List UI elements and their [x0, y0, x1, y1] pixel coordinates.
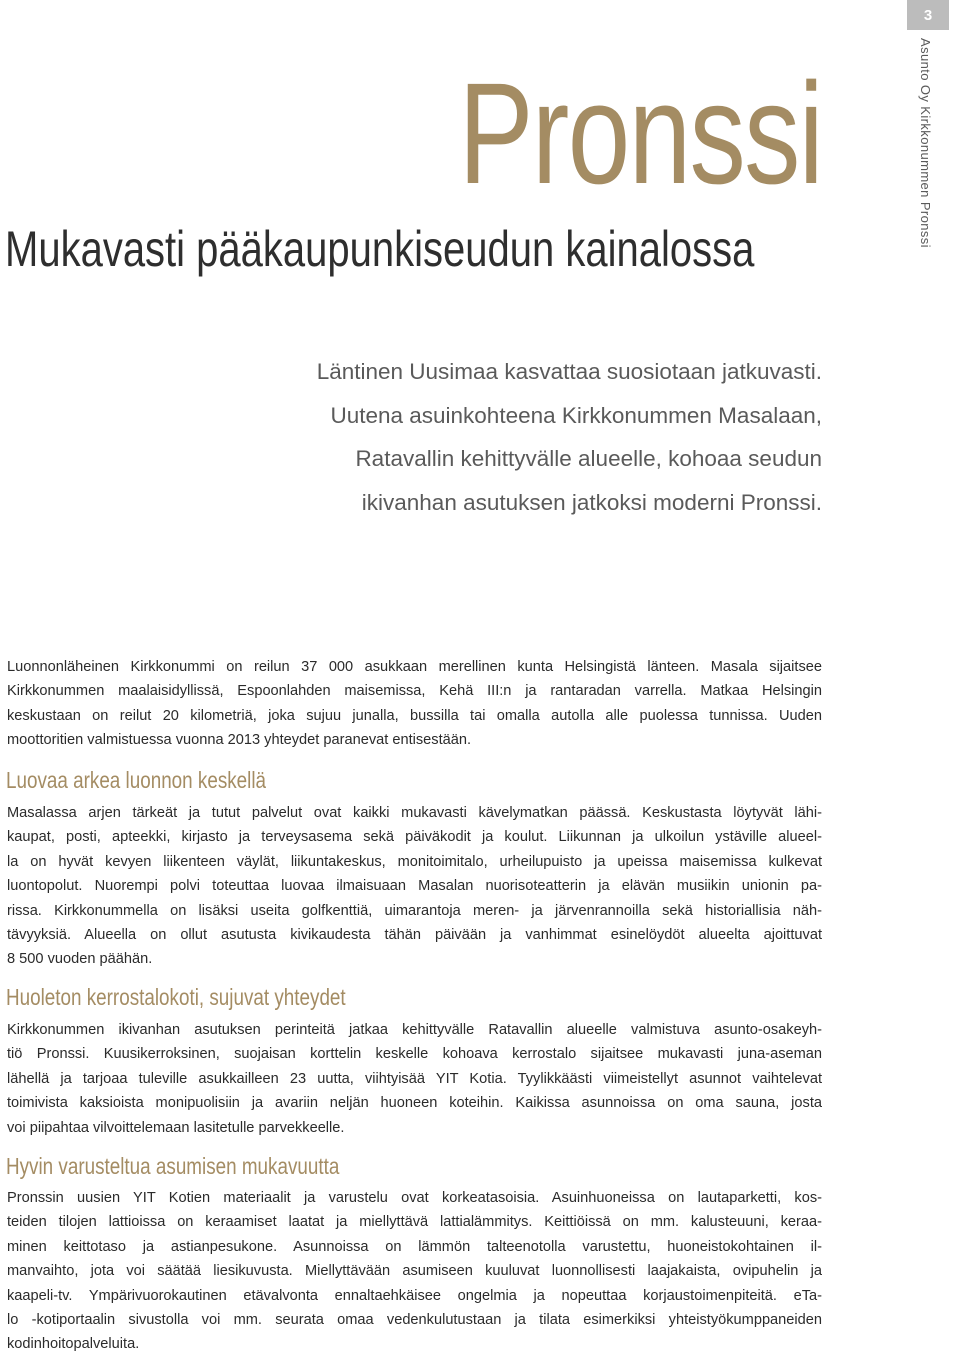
- text-line: kaupat, posti, apteekki, kirjasto ja terveysasema sekä päiväkodit ja koulut. Liikunnan ja ulkoilun ystäville alueel-: [7, 829, 822, 846]
- section-heading: Luovaa arkea luonnon keskellä: [6, 767, 267, 793]
- text-line: minen keittotaso ja astianpesukone. Asunnoissa on lämmön talteenotolla varustettu, huoneistokohtainen il-: [7, 1238, 822, 1255]
- text-line: 8 500 vuoden päähän.: [7, 951, 153, 968]
- side-label: Asunto Oy Kirkkonummen Pronssi: [918, 38, 933, 248]
- lead-line: Läntinen Uusimaa kasvattaa suosiotaan jatkuvasti.: [316, 359, 822, 384]
- text-line: lo -kotiportaalin sivustolla voi mm. seurata omaa vedenkulutustaan ja tilata esimerkiksi yhteistyökumppaneiden: [7, 1312, 822, 1329]
- lead-line: Uutena asuinkohteena Kirkkonummen Masalaan,: [330, 402, 822, 428]
- page-subtitle: Mukavasti pääkaupunkiseudun kainalossa: [5, 221, 755, 277]
- text-line: luontopolut. Nuorempi polvi toteuttaa luovaa ilmaisuaan Masalan nuorisoteatterin ja elävän musiikin unionin pa-: [7, 878, 822, 895]
- text-line: tiö Pronssi. Kuusikerroksinen, suojaisan korttelin keskelle kohoava kerrostalo sijaitsee mukavasti juna-aseman: [7, 1046, 822, 1063]
- intro-paragraph: [7, 655, 822, 753]
- lead-line: Ratavallin kehittyvälle alueelle, kohoaa seudun: [355, 446, 822, 471]
- page-number: 3: [907, 0, 949, 30]
- text-line: keskustaan on reilut 20 kilometriä, joka sujuu junalla, bussilla tai omalla autolla alle puolessa tunnissa. Uuden: [7, 707, 822, 724]
- page-title: Pronssi: [458, 53, 822, 214]
- text-line: lähellä ja tarjoaa tuleville asukkailleen 23 uutta, viihtyisää YIT Kotia. Tyylikkäästi viimeistellyt asunnot vaihtelevat: [7, 1070, 822, 1087]
- text-line: toimivista kaksioista monipuolisiin ja avariin neljän huoneen koteihin. Kaikissa asunnoissa on oma sauna, josta: [7, 1095, 822, 1112]
- text-line: Kirkkonummen maalaisidyllissä, Espoonlahden maisemissa, Kehä III:n ja rantaradan varrella. Matkaa Helsingin: [7, 683, 822, 700]
- text-line: Pronssin uusien YIT Kotien materiaalit ja varustelu ovat korkeatasoisia. Asuinhuoneissa on lautaparketti, kos-: [7, 1190, 822, 1206]
- section-paragraph: [7, 801, 822, 972]
- section-paragraph: [7, 1018, 822, 1140]
- text-line: la on hyvät kevyen liikenteen väylät, liikuntakeskus, monitoimitalo, urheilupuisto ja upeissa maisemissa kulkevat: [7, 853, 822, 870]
- text-line: Masalassa arjen tärkeät ja tutut palvelut ovat kaikki mukavasti kävelymatkan päässä. Keskustasta löytyvät lähi-: [7, 805, 822, 821]
- text-line: Kirkkonummen ikivanhan asutuksen perinteitä jatkaa kehittyvälle Ratavallin alueelle valmistuva asunto-osakeyh-: [7, 1022, 822, 1038]
- text-line: rissa. Kirkkonummella on lisäksi useita golfkenttiä, uimarantoja meren- ja järvenrannoilla sekä historiallisia näh-: [7, 902, 822, 919]
- lead-paragraph: [317, 350, 822, 524]
- section-paragraph: [7, 1186, 822, 1357]
- text-line: Luonnonläheinen Kirkkonummi on reilun 37 000 asukkaan merellinen kunta Helsingistä länteen. Masala sijaitsee: [7, 659, 822, 675]
- text-line: teiden tilojen lattioissa on keraamiset laatat ja miellyttävä lattialämmitys. Keittiöissä on mm. kalusteuuni, keraa-: [7, 1214, 822, 1231]
- text-line: voi piipahtaa vilvoittelemaan lasitetulle parvekkeelle.: [7, 1119, 345, 1136]
- text-line: tävyyksiä. Alueella on ollut asutusta kivikaudesta tähän päivään ja vanhimmat esinelöydöt alueelta ajoittuvat: [7, 927, 822, 944]
- text-line: manvaihto, jota voi säätää liesikuvusta. Miellyttävään asumiseen kuuluvat luonnollisesti laajakaista, ovipuhelin ja: [7, 1263, 822, 1280]
- section-heading: Hyvin varusteltua asumisen mukavuutta: [6, 1153, 340, 1179]
- lead-line: ikivanhan asutuksen jatkoksi moderni Pronssi.: [361, 489, 822, 515]
- text-line: kaapeli-tv. Ympärivuorokautinen etävalvonta ennaltaehkäisee ongelmia ja nopeuttaa korjaustoimenpiteitä. eTa-: [7, 1287, 822, 1304]
- text-line: moottoritien valmistuessa vuonna 2013 yhteydet paranevat entisestään.: [7, 732, 472, 749]
- text-line: kodinhoitopalveluita.: [7, 1336, 140, 1353]
- section-heading: Huoleton kerrostalokoti, sujuvat yhteydet: [6, 984, 346, 1010]
